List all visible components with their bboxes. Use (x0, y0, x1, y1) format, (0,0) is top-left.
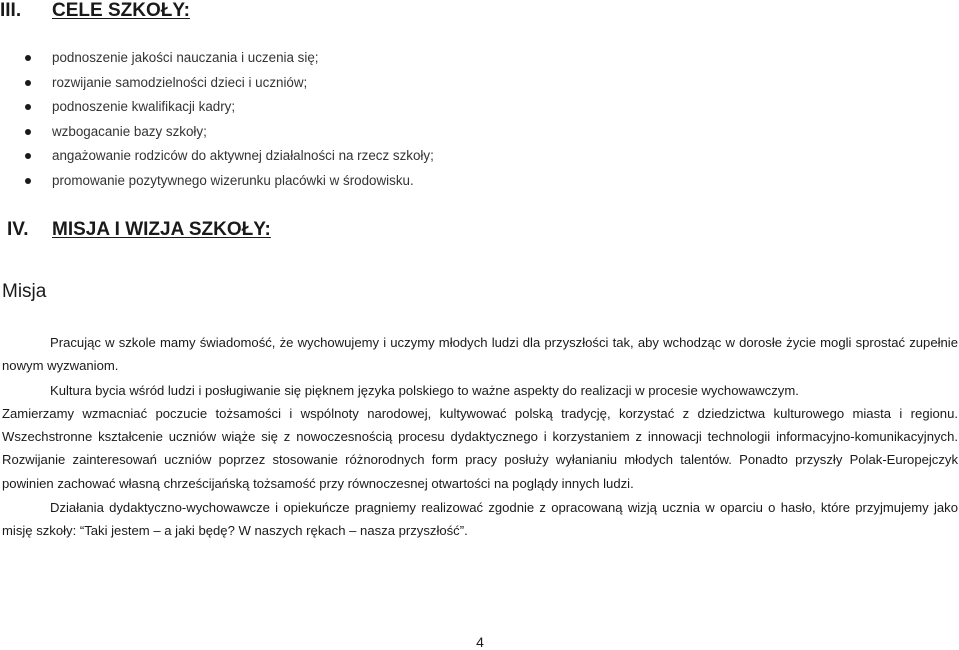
list-item: podnoszenie jakości nauczania i uczenia się; (0, 46, 434, 71)
paragraph: Kultura bycia wśród ludzi i posługiwanie się pięknem języka polskiego to ważne aspekty do realizacji w procesie wychowawczym. (50, 383, 799, 399)
paragraph: Zamierzamy wzmacniać poczucie tożsamości i wspólnoty narodowej, kultywować polską tradycję, korzystać z dziedzictwa kulturowego miasta i regionu. Wszechstronne kształcenie uczniów wiąże się z nowoczesnością procesu dydaktycznego i korzystaniem z innowacji technologii informacyjno-komunikacyjnych. Rozwijanie zainteresowań uczniów poprzez stosowanie różnorodnych form pracy posłuży wyłanianiu młodych talentów. Ponadto przyszły Polak-Europejczyk powinien zachować własną chrześcijańską tożsamość przy równoczesnej otwartości na poglądy innych ludzi. (2, 406, 958, 491)
section-title: CELE SZKOŁY: (52, 0, 190, 21)
page-number: 4 (476, 634, 484, 650)
list-item: promowanie pozytywnego wizerunku placówki w środowisku. (0, 169, 434, 194)
bullet-icon (25, 104, 31, 110)
paragraph: Pracując w szkole mamy świadomość, że wychowujemy i uczymy młodych ludzi dla przyszłości tak, aby wchodząc w dorosłe życie mogli sprostać zupełnie nowym wyzwaniom. (2, 335, 958, 374)
section-heading-goals (0, 0, 190, 22)
mission-subheading: Misja (2, 281, 47, 302)
list-item: rozwijanie samodzielności dzieci i uczniów; (0, 71, 434, 96)
bullet-icon (25, 129, 31, 135)
goals-list (0, 46, 434, 194)
mission-body (2, 331, 958, 542)
paragraph: Działania dydaktyczno-wychowawcze i opiekuńcze pragniemy realizować zgodnie z opracowaną wizją ucznia w oparciu o hasło, które przyjmujemy jako misję szkoły: “Taki jestem – a jaki będę? W naszych rękach – nasza przyszłość”. (2, 499, 958, 538)
section-number: III. (0, 0, 22, 21)
section-number: IV. (7, 219, 29, 240)
bullet-icon (25, 55, 31, 61)
bullet-icon (25, 80, 31, 86)
list-item: wzbogacanie bazy szkoły; (0, 120, 434, 145)
list-item: podnoszenie kwalifikacji kadry; (0, 95, 434, 120)
section-title: MISJA I WIZJA SZKOŁY: (52, 219, 271, 240)
list-item: angażowanie rodziców do aktywnej działalności na rzecz szkoły; (0, 144, 434, 169)
bullet-icon (25, 153, 31, 159)
bullet-icon (25, 178, 31, 184)
section-heading-mission (7, 219, 271, 241)
